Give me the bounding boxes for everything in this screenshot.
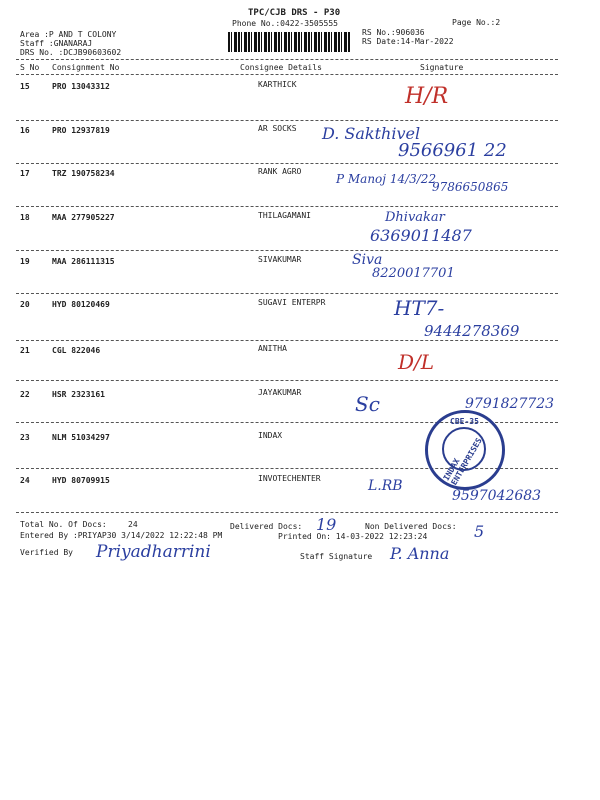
row-divider [16, 512, 558, 513]
row-consignee: AR SOCKS [258, 124, 297, 133]
handwritten-signature: Sc [355, 392, 380, 416]
row-consignment: HYD 80709915 [52, 476, 110, 485]
row-consignee: JAYAKUMAR [258, 388, 302, 397]
handwritten-phone: 9566961 22 [398, 140, 507, 161]
row-sno: 24 [20, 476, 30, 485]
row-consignment: HYD 80120469 [52, 300, 110, 309]
row-divider [16, 293, 558, 294]
handwritten-phone: 9444278369 [424, 322, 520, 340]
handwritten-mark: D/L [398, 350, 435, 374]
printed-on: Printed On: 14-03-2022 12:23:24 [278, 532, 428, 541]
handwritten-phone: 6369011487 [370, 226, 472, 245]
col-header-consignee: Consignee Details [240, 63, 322, 72]
company-stamp [425, 410, 505, 490]
staff-signature: P. Anna [390, 544, 450, 563]
row-sno: 17 [20, 169, 30, 178]
handwritten-phone: 9791827723 [465, 396, 555, 412]
row-consignee: SIVAKUMAR [258, 255, 302, 264]
row-sno: 18 [20, 213, 30, 222]
handwritten-signature: D. Sakthivel [322, 124, 421, 143]
row-consignee: THILAGAMANI [258, 211, 311, 220]
row-divider [16, 380, 558, 381]
row-consignment: TRZ 190758234 [52, 169, 115, 178]
row-consignee: RANK AGRO [258, 167, 302, 176]
non-delivered-label: Non Delivered Docs: [365, 522, 457, 531]
verified-signature: Priyadharrini [96, 542, 211, 562]
stamp-text: INDAX ENTERPRISES [441, 436, 484, 487]
phone-number: Phone No.:0422-3505555 [232, 19, 338, 28]
row-consignee: INDAX [258, 431, 283, 440]
handwritten-signature: P Manoj 14/3/22 [336, 172, 437, 186]
non-delivered-value: 5 [474, 522, 485, 541]
col-header-signature: Signature [420, 63, 464, 72]
handwritten-phone: 9786650865 [432, 180, 509, 194]
stamp-code: CBE-35 [450, 417, 479, 426]
row-consignee: ANITHA [258, 344, 287, 353]
row-divider [16, 250, 558, 251]
row-divider [16, 163, 558, 164]
row-sno: 21 [20, 346, 30, 355]
handwritten-signature: Dhivakar [385, 210, 445, 225]
handwritten-signature: HT7- [394, 296, 445, 320]
handwritten-signature: L.RB [368, 478, 403, 494]
divider [16, 59, 558, 60]
report-title: TPC/CJB DRS - P30 [248, 8, 341, 18]
row-consignment: NLM 51034297 [52, 433, 110, 442]
page-number: Page No.:2 [452, 18, 501, 27]
handwritten-phone: 8220017701 [372, 266, 455, 281]
row-consignee: INVOTECHENTER [258, 474, 321, 483]
verified-by-label: Verified By [20, 548, 73, 557]
drs-number: DRS No. :DCJB90603602 [20, 48, 122, 57]
staff-signature-label: Staff Signature [300, 552, 373, 561]
total-docs-value: 24 [128, 520, 138, 529]
area-label: Area :P AND T COLONY [20, 30, 117, 39]
row-consignee: SUGAVI ENTERPR [258, 298, 326, 307]
row-sno: 15 [20, 82, 30, 91]
row-consignment: PRO 13043312 [52, 82, 110, 91]
staff-label: Staff :GNANARAJ [20, 39, 93, 48]
row-consignment: PRO 12937819 [52, 126, 110, 135]
rs-date: RS Date:14-Mar-2022 [362, 37, 454, 46]
delivered-docs-value: 19 [316, 515, 337, 534]
row-consignment: MAA 286111315 [52, 257, 115, 266]
row-sno: 23 [20, 433, 30, 442]
row-consignment: HSR 2323161 [52, 390, 105, 399]
delivered-docs-label: Delivered Docs: [230, 522, 303, 531]
divider [16, 74, 558, 75]
row-divider [16, 120, 558, 121]
row-sno: 20 [20, 300, 30, 309]
entered-by: Entered By :PRIYAP30 3/14/2022 12:22:48 PM [20, 531, 223, 540]
total-docs-label: Total No. Of Docs: [20, 520, 107, 529]
col-header-consignment: Consignment No [52, 63, 120, 72]
handwritten-signature: Siva [352, 252, 383, 268]
row-consignee: KARTHICK [258, 80, 297, 89]
row-divider [16, 206, 558, 207]
col-header-sno: S No [20, 63, 40, 72]
row-consignment: MAA 277905227 [52, 213, 115, 222]
row-consignment: CGL 822046 [52, 346, 101, 355]
rs-number: RS No.:906036 [362, 28, 425, 37]
row-sno: 16 [20, 126, 30, 135]
barcode-image [228, 32, 350, 52]
row-divider [16, 340, 558, 341]
handwritten-mark: H/R [405, 84, 449, 109]
row-sno: 19 [20, 257, 30, 266]
row-sno: 22 [20, 390, 30, 399]
handwritten-phone: 9597042683 [452, 488, 542, 504]
